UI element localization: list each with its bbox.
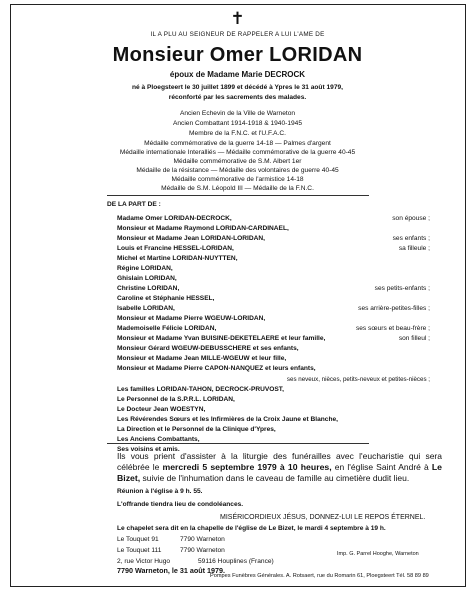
other-party: Le Docteur Jean WOESTYN, bbox=[117, 406, 206, 413]
family-name: Isabelle LORIDAN, bbox=[117, 305, 175, 312]
address-street: Le Touquet 111 bbox=[117, 547, 162, 554]
family-name: Monsieur et Madame Pierre CAPON-NANQUEZ et leurs enfants, bbox=[117, 365, 316, 372]
condolence-line: L'offrande tiendra lieu de condoléances. bbox=[117, 501, 244, 508]
meeting-line: Réunion à l'église à 9 h. 55. bbox=[117, 488, 203, 495]
bio-line: Ancien Echevin de la Ville de Warneton bbox=[179, 110, 296, 117]
other-party: Les Anciens Combattants, bbox=[117, 436, 200, 443]
bio-line: Médaille commémorative de la guerre 14-18 — Palmes d'argent bbox=[144, 140, 331, 147]
other-party: La Direction et le Personnel de la Clinique d'Ypres, bbox=[117, 426, 276, 433]
dateline: 7790 Warneton, le 31 août 1979. bbox=[117, 566, 225, 575]
chapel-line: Le chapelet sera dit en la chapelle de l'église de Le Bizet, le mardi 4 septembre à 19 h. bbox=[117, 525, 386, 532]
bio-line: Médaille internationale Interalliés — Médaille commémorative de la guerre 40-45 bbox=[119, 149, 356, 156]
other-party: Les familles LORIDAN-TAHON, DECROCK-PRUVOST, bbox=[117, 386, 284, 393]
family-name: Mademoiselle Félicie LORIDAN, bbox=[117, 325, 217, 332]
family-role: ses sœurs et beau-frère ; bbox=[355, 325, 430, 332]
family-name: Monsieur et Madame Yvan BUISINE-DEKETELAERE et leur famille, bbox=[117, 335, 326, 342]
bio-line: Membre de la F.N.C. et l'U.F.A.C. bbox=[189, 130, 286, 137]
family-name: Ghislain LORIDAN, bbox=[117, 275, 177, 282]
address-street: Le Touquet 91 bbox=[117, 536, 159, 543]
family-name: Monsieur et Madame Jean MILLE-WGEUW et leur fille, bbox=[117, 355, 287, 362]
family-heading: DE LA PART DE : bbox=[107, 201, 161, 208]
address-city: 59116 Houplines (France) bbox=[198, 558, 274, 565]
family-role: ses petits-enfants ; bbox=[374, 285, 430, 292]
deceased-name: Monsieur Omer LORIDAN bbox=[112, 44, 363, 66]
family-name: Monsieur Gérard WGEUW-DEBUSSCHERE et ses enfants, bbox=[117, 345, 299, 352]
family-name: Monsieur et Madame Pierre WGEUW-LORIDAN, bbox=[117, 315, 266, 322]
family-name: Louis et Francine HESSEL-LORIDAN, bbox=[117, 245, 234, 252]
bio-line: Ancien Combattant 1914-1918 & 1940-1945 bbox=[172, 120, 303, 127]
bio-line: né à Ploegsteert le 30 juillet 1899 et décédé à Ypres le 31 août 1979, bbox=[132, 84, 343, 91]
other-party: Les Révérendes Sœurs et les Infirmières de la Croix Jaune et Blanche, bbox=[117, 416, 338, 423]
address-city: 7790 Warneton bbox=[180, 547, 225, 554]
invitation-paragraph: Ils vous prient d'assister à la liturgie des funérailles avec l'eucharistie qui sera célébrée le mercredi 5 septembre 1979 à 10 heures, en l'église Saint André à Le Bizet, suivie de l'inhumation dans le caveau de famille au cimetière dudit lieu. bbox=[117, 451, 442, 483]
family-role: ses arrière-petites-filles ; bbox=[358, 305, 430, 312]
family-name: Monsieur et Madame Raymond LORIDAN-CARDINAEL, bbox=[117, 225, 289, 232]
printer-line: Imp. G. Parrel Hooghe, Warneton bbox=[337, 551, 419, 557]
family-name: Caroline et Stéphanie HESSEL, bbox=[117, 295, 215, 302]
address-city: 7790 Warneton bbox=[180, 536, 225, 543]
address-street: 2, rue Victor Hugo bbox=[117, 558, 171, 565]
divider-top bbox=[107, 195, 369, 196]
family-role: son épouse ; bbox=[392, 215, 430, 222]
undertaker-line: Pompes Funèbres Générales. A. Rotsaert, rue du Romarin 61, Ploegsteert Tél. 58 89 89 bbox=[210, 573, 429, 579]
family-role: ses enfants ; bbox=[392, 235, 430, 242]
spouse-line: époux de Madame Marie DECROCK bbox=[169, 70, 306, 79]
family-role: sa filleule ; bbox=[398, 245, 430, 252]
family-role: son filleul ; bbox=[398, 335, 430, 342]
nephews-line: ses neveux, nièces, petits-neveux et petites-nièces ; bbox=[286, 376, 430, 383]
family-name: Christine LORIDAN, bbox=[117, 285, 180, 292]
divider-bottom bbox=[107, 443, 369, 444]
other-party: Ses voisins et amis. bbox=[117, 446, 180, 453]
family-name: Monsieur et Madame Jean LORIDAN-LORIDAN, bbox=[117, 235, 266, 242]
bio-line: Médaille de la résistance — Médaille des volontaires de guerre 40-45 bbox=[136, 167, 339, 174]
family-name: Régine LORIDAN, bbox=[117, 265, 173, 272]
cross-icon: ✝ bbox=[230, 9, 245, 29]
other-party: Le Personnel de la S.P.R.L. LORIDAN, bbox=[117, 396, 235, 403]
intro-line: IL A PLU AU SEIGNEUR DE RAPPELER A LUI L'AME DE bbox=[150, 31, 325, 38]
family-name: Madame Omer LORIDAN-DECROCK, bbox=[117, 215, 232, 222]
family-name: Michel et Martine LORIDAN-NUYTTEN, bbox=[117, 255, 238, 262]
bio-line: Médaille de S.M. Léopold III — Médaille de la F.N.C. bbox=[161, 185, 314, 192]
bio-line: Médaille commémorative de l'armistice 14-18 bbox=[171, 176, 304, 183]
bio-line: réconforté par les sacrements des malades. bbox=[168, 94, 307, 101]
bio-line: Médaille commémorative de S.M. Albert 1er bbox=[173, 158, 302, 165]
prayer-line: MISÉRICORDIEUX JÉSUS, DONNEZ-LUI LE REPOS ÉTERNEL. bbox=[220, 514, 426, 521]
